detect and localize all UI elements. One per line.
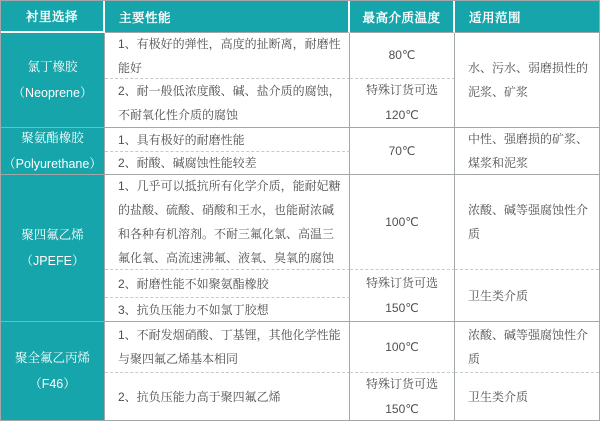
performance-text: 1、不耐发烟硝酸、丁基锂，其他化学性能与聚四氟乙烯基本相同 xyxy=(118,328,341,366)
header-label: 最高介质温度 xyxy=(362,10,441,25)
material-name: 聚全氟乙丙烯 xyxy=(14,351,90,365)
temperature-value: 80℃ xyxy=(388,48,416,62)
material-cell-ptfe xyxy=(1,175,105,322)
header-label: 主要性能 xyxy=(119,10,172,25)
application-cell xyxy=(455,128,599,175)
performance-text: 2、耐磨性能不如聚氨酯橡胶 xyxy=(118,276,269,291)
application-text: 水、污水、弱磨损性的泥浆、矿浆 xyxy=(468,61,589,99)
application-text: 中性、强磨损的矿浆、煤浆和泥浆 xyxy=(468,132,589,170)
temperature-cell xyxy=(350,128,455,175)
header-cell-lining-choice xyxy=(1,1,105,33)
material-alias: （Polyurethane） xyxy=(3,157,102,171)
performance-cell xyxy=(105,79,350,128)
application-text: 浓酸、碱等强腐蚀性介质 xyxy=(468,203,589,241)
material-cell-neoprene xyxy=(1,33,105,128)
application-text: 卫生类介质 xyxy=(468,389,529,404)
performance-cell xyxy=(105,175,350,270)
header-cell-max-medium-temperature xyxy=(350,1,455,33)
temperature-value: 150℃ xyxy=(385,300,419,315)
performance-cell xyxy=(105,128,350,152)
performance-text: 2、抗负压能力高于聚四氟乙烯 xyxy=(118,389,281,404)
performance-text: 1、几乎可以抵抗所有化学介质，能耐妃糖的盐酸、硫酸、硝酸和王水，也能耐浓碱和各种有机溶剂。不耐三氟化氯、高温三氟化氧、高流速沸氟、液氧、臭氧的腐蚀 xyxy=(118,179,341,265)
temperature-value: 100℃ xyxy=(385,214,419,229)
temperature-note: 特殊订货可选 xyxy=(365,83,438,97)
material-alias: （JPEFE） xyxy=(20,254,85,268)
material-name: 氯丁橡胶 xyxy=(27,60,78,74)
temperature-note: 特殊订货可选 xyxy=(365,275,438,290)
performance-cell xyxy=(105,152,350,175)
performance-cell xyxy=(105,270,350,298)
temperature-cell xyxy=(350,373,455,420)
application-cell xyxy=(455,33,599,128)
header-cell-main-performance xyxy=(105,1,350,33)
performance-cell xyxy=(105,33,350,79)
temperature-value: 100℃ xyxy=(385,339,419,354)
temperature-cell xyxy=(350,270,455,322)
header-cell-application-range xyxy=(455,1,599,33)
material-alias: （F46） xyxy=(29,377,76,391)
performance-text: 3、抗负压能力不如氯丁胶想 xyxy=(118,302,269,317)
temperature-note: 特殊订货可选 xyxy=(365,376,438,391)
material-alias: （Neoprene） xyxy=(12,86,93,100)
material-name: 聚氨酯橡胶 xyxy=(21,131,84,145)
material-cell-f46 xyxy=(1,322,105,420)
temperature-value: 120℃ xyxy=(385,108,419,122)
temperature-cell xyxy=(350,79,455,128)
temperature-value: 70℃ xyxy=(388,143,416,158)
material-name: 聚四氟乙烯 xyxy=(21,228,84,242)
performance-text: 2、耐一般低浓度酸、碱、盐介质的腐蚀，不耐氧化性介质的腐蚀 xyxy=(118,84,341,122)
temperature-cell xyxy=(350,33,455,79)
performance-text: 1、具有极好的耐磨性能 xyxy=(118,132,245,147)
performance-text: 2、耐酸、碱腐蚀性能较差 xyxy=(118,156,257,170)
performance-cell xyxy=(105,298,350,322)
application-cell xyxy=(455,322,599,373)
application-cell xyxy=(455,373,599,420)
application-text: 卫生类介质 xyxy=(468,288,529,303)
material-cell-polyurethane xyxy=(1,128,105,175)
header-label: 适用范围 xyxy=(469,10,522,25)
performance-text: 1、有极好的弹性，高度的扯断离，耐磨性能好 xyxy=(118,36,341,75)
temperature-cell xyxy=(350,322,455,373)
application-cell xyxy=(455,270,599,322)
header-label: 衬里选择 xyxy=(25,10,78,24)
temperature-cell xyxy=(350,175,455,270)
performance-cell xyxy=(105,322,350,373)
application-cell xyxy=(455,175,599,270)
application-text: 浓酸、碱等强腐蚀性介质 xyxy=(468,328,589,366)
performance-cell xyxy=(105,373,350,420)
temperature-value: 150℃ xyxy=(385,401,419,416)
